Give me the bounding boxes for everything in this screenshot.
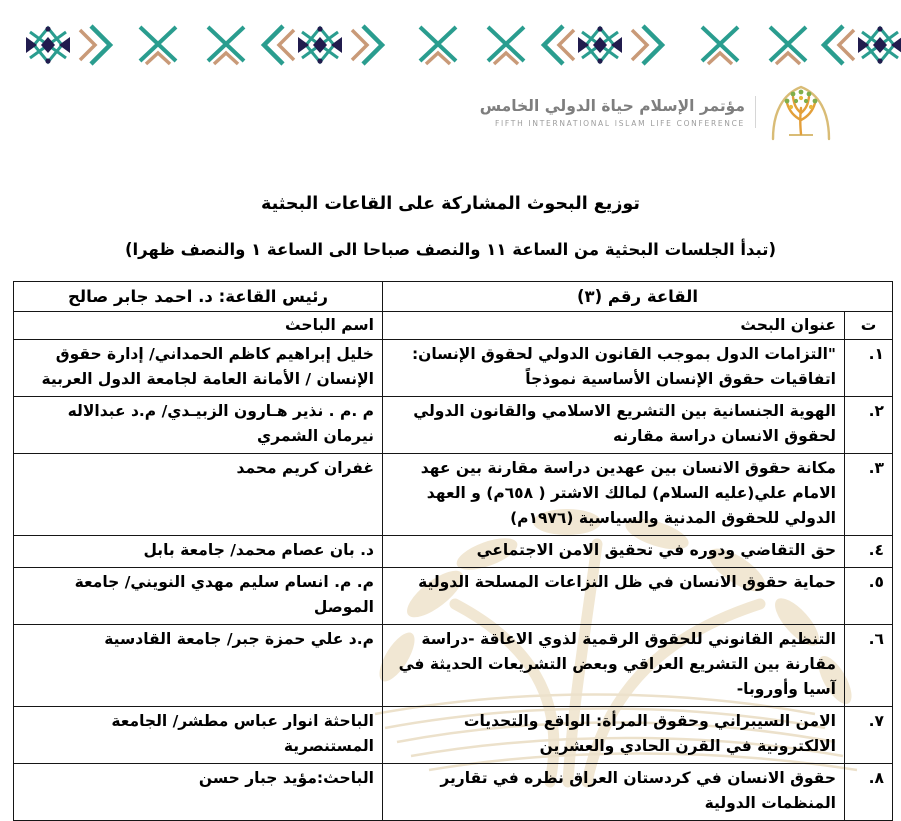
- table-row: [13, 764, 892, 821]
- research-title: حماية حقوق الانسان في ظل النزاعات المسلحة الدولية: [382, 568, 844, 625]
- conference-logo-text: [480, 96, 756, 127]
- row-number: ٧.: [845, 707, 893, 764]
- research-title: الهوية الجنسانية بين التشريع الاسلامي والقانون الدولي لحقوق الانسان دراسة مقارنه: [382, 397, 844, 454]
- row-number: ٢.: [845, 397, 893, 454]
- row-number: ٨.: [845, 764, 893, 821]
- researcher-name: م .م . نذير هـارون الزبيـدي/ م.د عبدالاله نيرمان الشمري: [13, 397, 382, 454]
- table-row: [13, 707, 892, 764]
- table-row: [13, 568, 892, 625]
- researcher-name: الباحثة انوار عباس مطشر/ الجامعة المستنصرية: [13, 707, 382, 764]
- research-title: مكانة حقوق الانسان بين عهدين دراسة مقارنة بين عهد الامام علي(عليه السلام) لمالك الاشتر ( ٦٥٨م) و العهد الدولي للحقوق المدنية والسياسية (١٩٧٦م): [382, 454, 844, 536]
- research-title: حق التقاضي ودوره في تحقيق الامن الاجتماعي: [382, 536, 844, 568]
- conference-name-english: FIFTH INTERNATIONAL ISLAM LIFE CONFERENCE: [494, 118, 745, 128]
- page-subtitle: (تبدأ الجلسات البحثية من الساعة ١١ والنصف صباحا الى الساعة ١ والنصف ظهرا): [124, 240, 777, 259]
- researcher-name: م.د علي حمزة جبر/ جامعة القادسية: [13, 625, 382, 707]
- column-header-row: [13, 312, 892, 340]
- column-header-researcher: اسم الباحث: [13, 312, 382, 340]
- researcher-name: م. م. انسام سليم مهدي النويني/ جامعة الموصل: [13, 568, 382, 625]
- column-header-number: ت: [845, 312, 893, 340]
- column-header-title: عنوان البحث: [382, 312, 844, 340]
- table-body: [13, 340, 892, 821]
- research-title: "التزامات الدول بموجب القانون الدولي لحقوق الإنسان: اتفاقيات حقوق الإنسان الأساسية نموذجاً: [382, 340, 844, 397]
- table-row: [13, 625, 892, 707]
- researcher-name: د. بان عصام محمد/ جامعة بابل: [13, 536, 382, 568]
- tribal-chevron-pattern-icon: [18, 22, 884, 68]
- hall-chair-header: رئيس القاعة: د. احمد جابر صالح: [13, 282, 382, 312]
- table-row: [13, 340, 892, 397]
- researcher-name: خليل إبراهيم كاظم الحمداني/ إدارة حقوق الإنسان / الأمانة العامة لجامعة الدول العربية: [13, 340, 382, 397]
- conference-name-arabic: مؤتمر الإسلام حياة الدولي الخامس: [479, 97, 745, 116]
- arch-tree-logo-icon: [765, 82, 837, 142]
- research-title: التنظيم القانوني للحقوق الرقمية لذوي الاعاقة -دراسة مقارنة بين التشريع العراقي وبعض التشريعات الحديثة في آسيا وأوروبا-: [382, 625, 844, 707]
- table-row: [13, 397, 892, 454]
- row-number: ٦.: [845, 625, 893, 707]
- researcher-name: الباحث:مؤيد جبار حسن: [13, 764, 382, 821]
- research-title: حقوق الانسان في كردستان العراق نظره في تقارير المنظمات الدولية: [382, 764, 844, 821]
- table-row: [13, 536, 892, 568]
- hall-header-row: [13, 282, 892, 312]
- row-number: ٤.: [845, 536, 893, 568]
- researcher-name: غفران كريم محمد: [13, 454, 382, 536]
- table-row: [13, 454, 892, 536]
- row-number: ١.: [845, 340, 893, 397]
- row-number: ٥.: [845, 568, 893, 625]
- conference-logo: [480, 82, 837, 142]
- sessions-table: [13, 281, 893, 821]
- page-title: توزيع البحوث المشاركة على القاعات البحثية: [261, 194, 640, 214]
- row-number: ٣.: [845, 454, 893, 536]
- research-title: الامن السيبراني وحقوق المرأة: الواقع والتحديات الالكترونية في القرن الحادي والعشرين: [382, 707, 844, 764]
- hall-number-header: القاعة رقم (٣): [382, 282, 892, 312]
